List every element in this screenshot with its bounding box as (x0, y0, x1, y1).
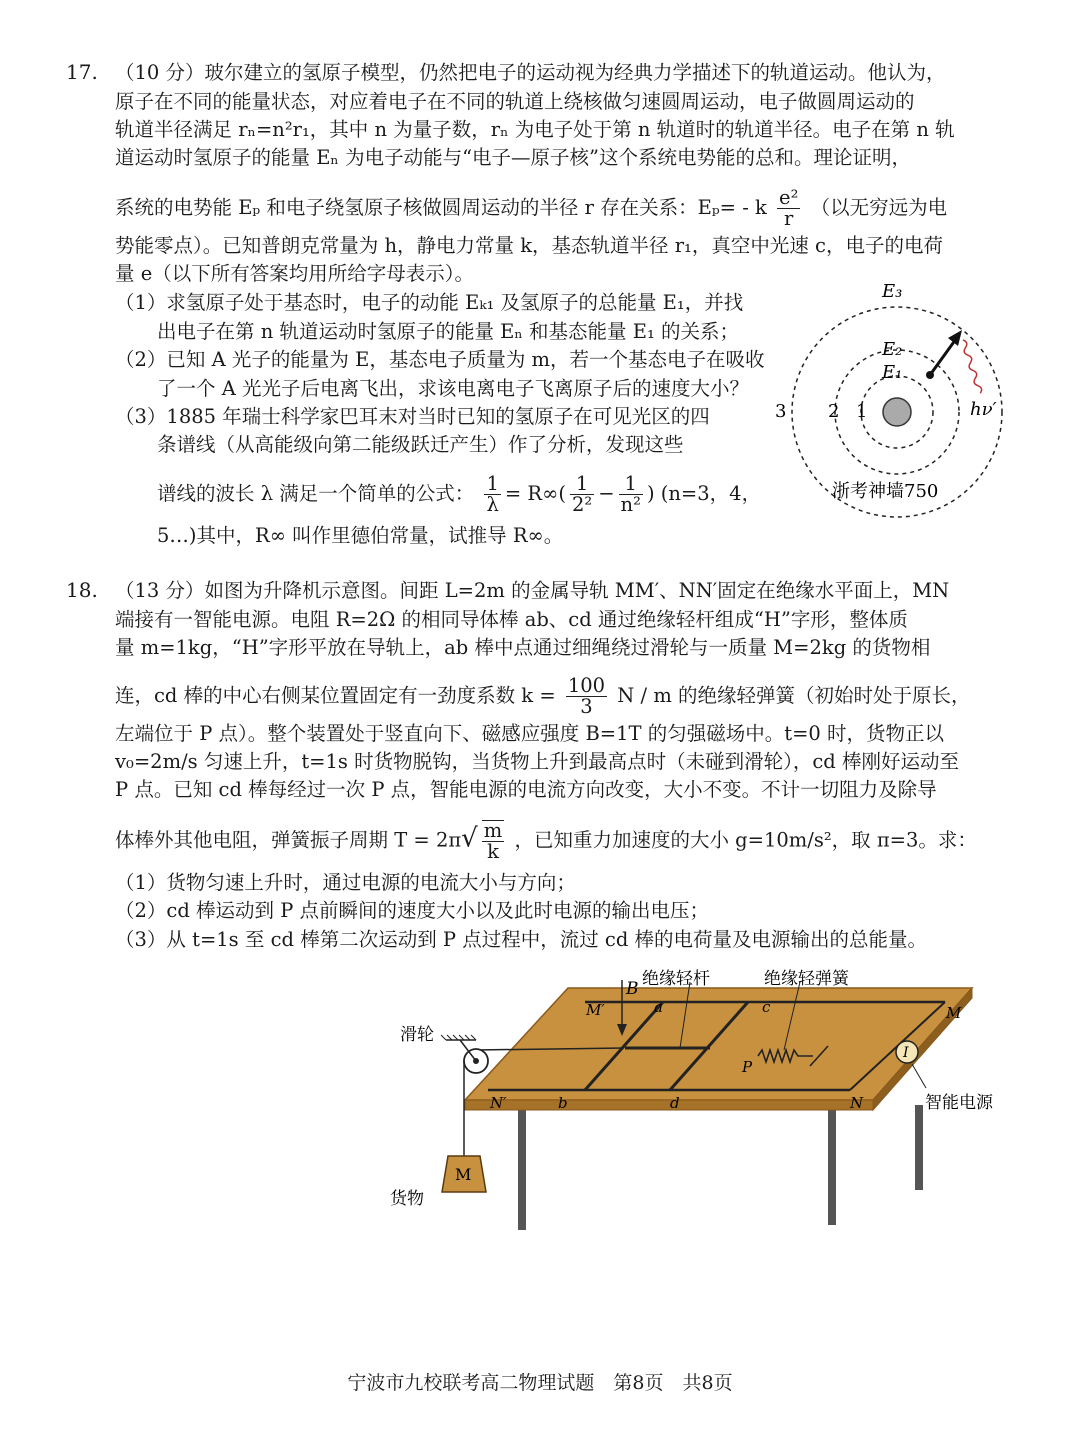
label-rod: 绝缘轻杆 (642, 969, 710, 989)
label-d: d (670, 1094, 680, 1112)
q18-line-7: P 点。已知 cd 棒每经过一次 P 点，智能电源的电流方向改变，大小不变。不计一切阻力及除导 (115, 778, 937, 801)
label-E1: E₁ (882, 362, 903, 383)
label-M: M (946, 1004, 962, 1022)
photon-wave-icon (961, 339, 983, 394)
q18-line-3: 量 m=1kg，“H”字形平放在导轨上，ab 棒中点通过细绳绕过滑轮与一质量 M=2kg 的货物相 (115, 636, 931, 659)
q18-line-4-text: 连，cd 棒的中心右侧某位置固定有一劲度系数 k = (115, 684, 556, 707)
q17-part-3c: 谱线的波长 λ 满足一个简单的公式： $\frac{1}{\lambda}$ = R∞( $\frac{1}{\text{2²}}$ − $\frac{1}{\text{n²}}$ ) (n=3，4， (157, 472, 762, 516)
label-I: I (903, 1045, 909, 1061)
balmer-range: (n=3，4， (660, 482, 762, 505)
label-n1: 1 (856, 401, 868, 422)
q18-line-4-tail: N / m 的绝缘轻弹簧（初始时处于原长， (617, 684, 971, 707)
label-E2: E₂ (882, 339, 903, 360)
label-source: 智能电源 (925, 1093, 993, 1113)
label-B: B (626, 979, 639, 999)
pointer-source (912, 1064, 926, 1088)
q17-part-2b: 了一个 A 光光子后电离飞出，求该电离电子飞离原子后的速度大小？ (157, 377, 749, 400)
label-n2: 2 (828, 401, 840, 422)
watermark: 浙考神墙750 (832, 481, 939, 502)
label-spring: 绝缘轻弹簧 (764, 969, 849, 989)
question-18-number: 18. (66, 578, 98, 602)
label-pulley: 滑轮 (400, 1025, 434, 1045)
label-c: c (762, 998, 771, 1016)
balmer-mid: = R∞( (504, 482, 566, 505)
bohr-model-figure (770, 275, 1020, 525)
balmer-term-b: $\frac{1}{\text{n²}}$ (620, 472, 641, 516)
table-front-edge (465, 1100, 873, 1110)
q17-line-3: 轨道半径满足 rₙ=n²r₁，其中 n 为量子数，rₙ 为电子处于第 n 轨道时的轨道半径。电子在第 n 轨 (115, 118, 955, 141)
page-footer: 宁波市九校联考高二物理试题 第8页 共8页 (347, 1372, 733, 1394)
label-P: P (742, 1058, 753, 1076)
q17-line-5-tail: （以无穷远为电 (810, 196, 948, 219)
label-cargo: 货物 (390, 1189, 424, 1209)
table-leg-right-front (828, 1105, 836, 1225)
q17-line-5-text: 系统的电势能 Eₚ 和电子绕氢原子核做圆周运动的半径 r 存在关系：Eₚ= - k (115, 196, 767, 219)
label-a: a (654, 998, 663, 1016)
q17-line-6: 势能零点）。已知普朗克常量为 h，静电力常量 k，基态轨道半径 r₁，真空中光速 c，电子的电荷 (115, 234, 943, 257)
label-b: b (558, 1094, 568, 1112)
q18-line-8-text: 体棒外其他电阻，弹簧振子周期 T = 2π (115, 828, 462, 852)
question-17-number: 17. (66, 60, 98, 84)
elevator-figure (380, 960, 1020, 1235)
spring-constant-fraction: $\frac{100}{3}$ (567, 674, 606, 718)
q18-line-1: （13 分）如图为升降机示意图。间距 L=2m 的金属导轨 MM′、NN′固定在绝缘水平面上，MN (115, 579, 950, 602)
ionization-arrow (930, 339, 956, 375)
q17-part-2a: （2）已知 A 光子的能量为 E，基态电子质量为 m，若一个基态电子在吸收 (115, 348, 765, 371)
q18-part-1: （1）货物匀速上升时，通过电源的电流大小与方向； (115, 871, 576, 894)
q18-line-4 (115, 676, 971, 717)
balmer-lhs: $\frac{1}{\lambda}$ (486, 472, 499, 516)
q17-line-2: 原子在不同的能量状态，对应着电子在不同的轨道上绕核做匀速圆周运动，电子做圆周运动的 (115, 90, 915, 113)
q17-part-3b: 条谱线（从高能级向第二能级跃迁产生）作了分析，发现这些 (157, 433, 684, 456)
label-n3: 3 (775, 401, 787, 422)
table-leg-right-back (915, 1105, 923, 1190)
table-leg-left-front (518, 1105, 526, 1230)
balmer-end: ) (646, 482, 655, 505)
label-E3: E₃ (882, 281, 903, 302)
q17-line-7: 量 e（以下所有答案均用所给字母表示）。 (115, 262, 474, 285)
q18-line-6: v₀=2m/s 匀速上升，t=1s 时货物脱钩，当货物上升到最高点时（未碰到滑轮），cd 棒刚好运动至 (115, 750, 959, 773)
sqrt-sign: √ (461, 823, 478, 854)
q18-part-3: （3）从 t=1s 至 cd 棒第二次运动到 P 点过程中，流过 cd 棒的电荷量及电源输出的总能量。 (115, 928, 928, 951)
q17-line-4: 道运动时氢原子的能量 Eₙ 为电子动能与“电子—原子核”这个系统电势能的总和。理论证明， (115, 146, 912, 169)
q17-line-1: （10 分）玻尔建立的氢原子模型，仍然把电子的运动视为经典力学描述下的轨道运动。他认为， (115, 61, 946, 84)
label-cargo-mark: M (455, 1165, 472, 1184)
q18-line-2: 端接有一智能电源。电阻 R=2Ω 的相同导体棒 ab、cd 通过绝缘轻杆组成“H”字形，整体质 (115, 608, 908, 631)
label-hv: hν′ (970, 399, 997, 420)
q17-part-3d: 5…)其中，R∞ 叫作里德伯常量，试推导 R∞。 (157, 524, 564, 547)
q18-line-8 (115, 820, 977, 862)
q18-line-8-tail: ，已知重力加速度的大小 g=10m/s²，取 π=3。求： (514, 828, 977, 852)
q18-part-2: （2）cd 棒运动到 P 点前瞬间的速度大小以及此时电源的输出电压； (115, 899, 710, 922)
balmer-intro: 谱线的波长 λ 满足一个简单的公式： (157, 482, 475, 505)
q17-part-1b: 出电子在第 n 轨道运动时氢原子的能量 Eₙ 和基态能量 E₁ 的关系； (157, 320, 739, 343)
potential-energy-fraction: $\frac{\text{e²}}{r}$ (779, 186, 799, 230)
q17-line-5 (115, 188, 947, 229)
label-N-prime: N′ (490, 1094, 507, 1112)
period-sqrt-fraction: $\frac{m}{k}$ (483, 819, 503, 863)
q17-part-1a: （1）求氢原子处于基态时，电子的动能 Eₖ₁ 及氢原子的总能量 E₁，并找 (115, 291, 744, 314)
label-M-prime: M′ (586, 1001, 605, 1019)
nucleus (883, 398, 911, 426)
q17-part-3a: （3）1885 年瑞士科学家巴耳末对当时已知的氢原子在可见光区的四 (115, 405, 710, 428)
balmer-term-a: $\frac{1}{\text{2²}}$ (571, 472, 593, 516)
q18-line-5: 左端位于 P 点）。整个装置处于竖直向下、磁感应强度 B=1T 的匀强磁场中。t=0 时，货物正以 (115, 722, 945, 745)
label-N: N (850, 1094, 864, 1112)
arrow-head (948, 330, 962, 346)
